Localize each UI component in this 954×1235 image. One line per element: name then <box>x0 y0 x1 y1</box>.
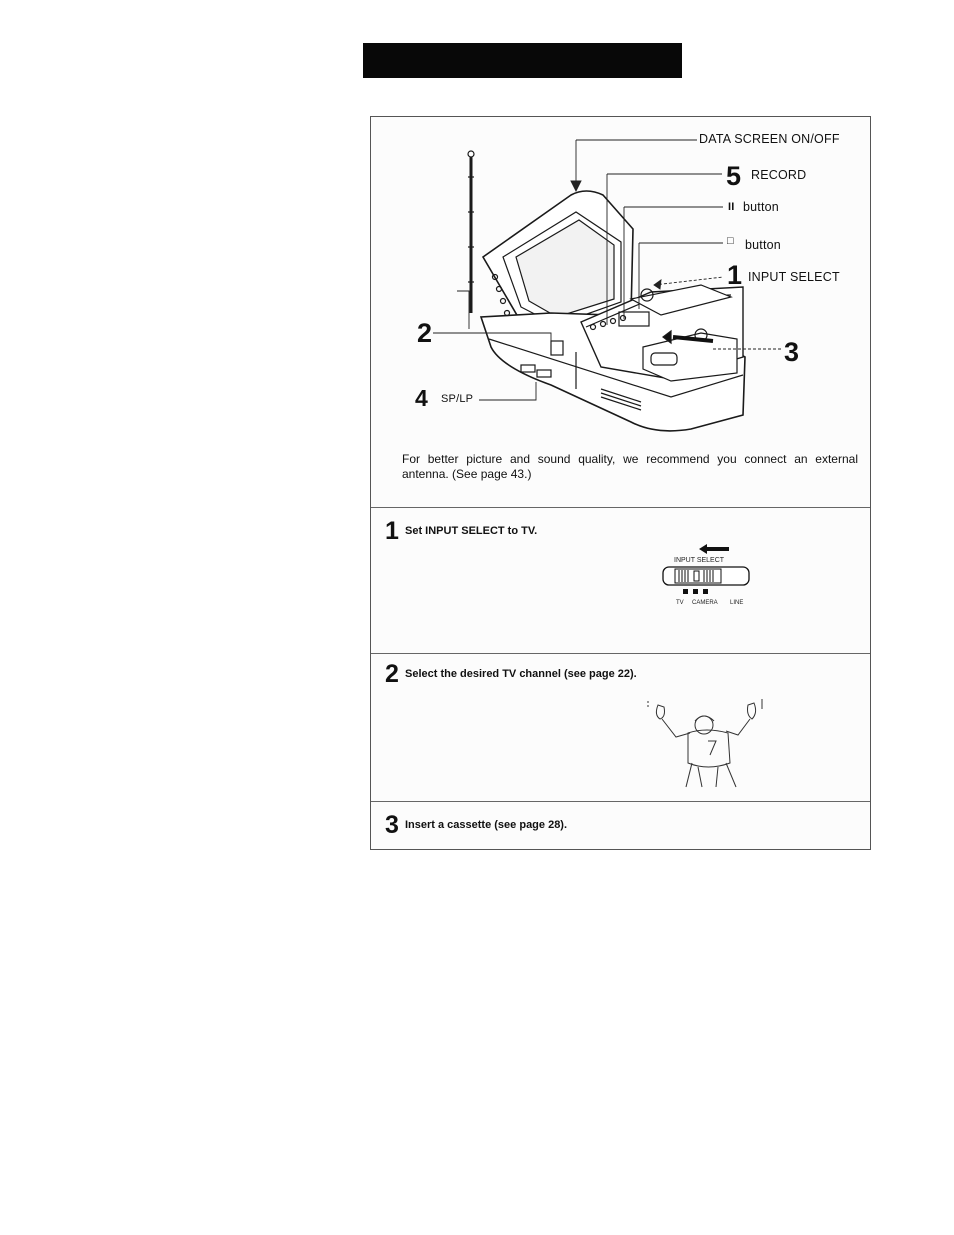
callout-input-select-label: INPUT SELECT <box>748 270 840 284</box>
divider <box>371 507 870 508</box>
callout-input-select-number: 1 <box>727 260 743 290</box>
divider <box>371 801 870 802</box>
callout-splp-label: SP/LP <box>441 393 474 405</box>
step-1-number: 1 <box>385 517 399 545</box>
step-2-text: Select the desired TV channel (see page 22). <box>405 668 637 680</box>
section-title-bar <box>363 43 682 78</box>
pause-icon: II <box>728 201 735 213</box>
callout-cassette-number: 3 <box>784 337 800 367</box>
baseball-player-illustration <box>646 697 766 789</box>
switch-position-camera: CAMERA <box>692 600 718 606</box>
callout-splp-number: 4 <box>415 385 428 411</box>
stop-icon: □ <box>727 235 734 247</box>
switch-position-line: LINE <box>730 600 744 606</box>
callout-record-label: RECORD <box>751 168 807 182</box>
step-2-number: 2 <box>385 660 399 688</box>
divider <box>371 653 870 654</box>
callout-pause-label: button <box>743 200 779 214</box>
instruction-box <box>370 116 871 850</box>
callout-stop-label: button <box>745 238 781 252</box>
step-3-number: 3 <box>385 811 399 839</box>
switch-position-tv: TV <box>676 600 684 606</box>
step-3-text: Insert a cassette (see page 28). <box>405 819 568 831</box>
callout-channel-number: 2 <box>417 318 433 348</box>
callout-record-number: 5 <box>726 161 742 191</box>
step-1-text: Set INPUT SELECT to TV. <box>405 525 538 537</box>
antenna-note: For better picture and sound quality, we recommend you connect an external antenna. (See page 43.) <box>402 452 858 481</box>
switch-label: INPUT SELECT <box>674 557 725 564</box>
callout-data-screen: DATA SCREEN ON/OFF <box>699 132 840 146</box>
